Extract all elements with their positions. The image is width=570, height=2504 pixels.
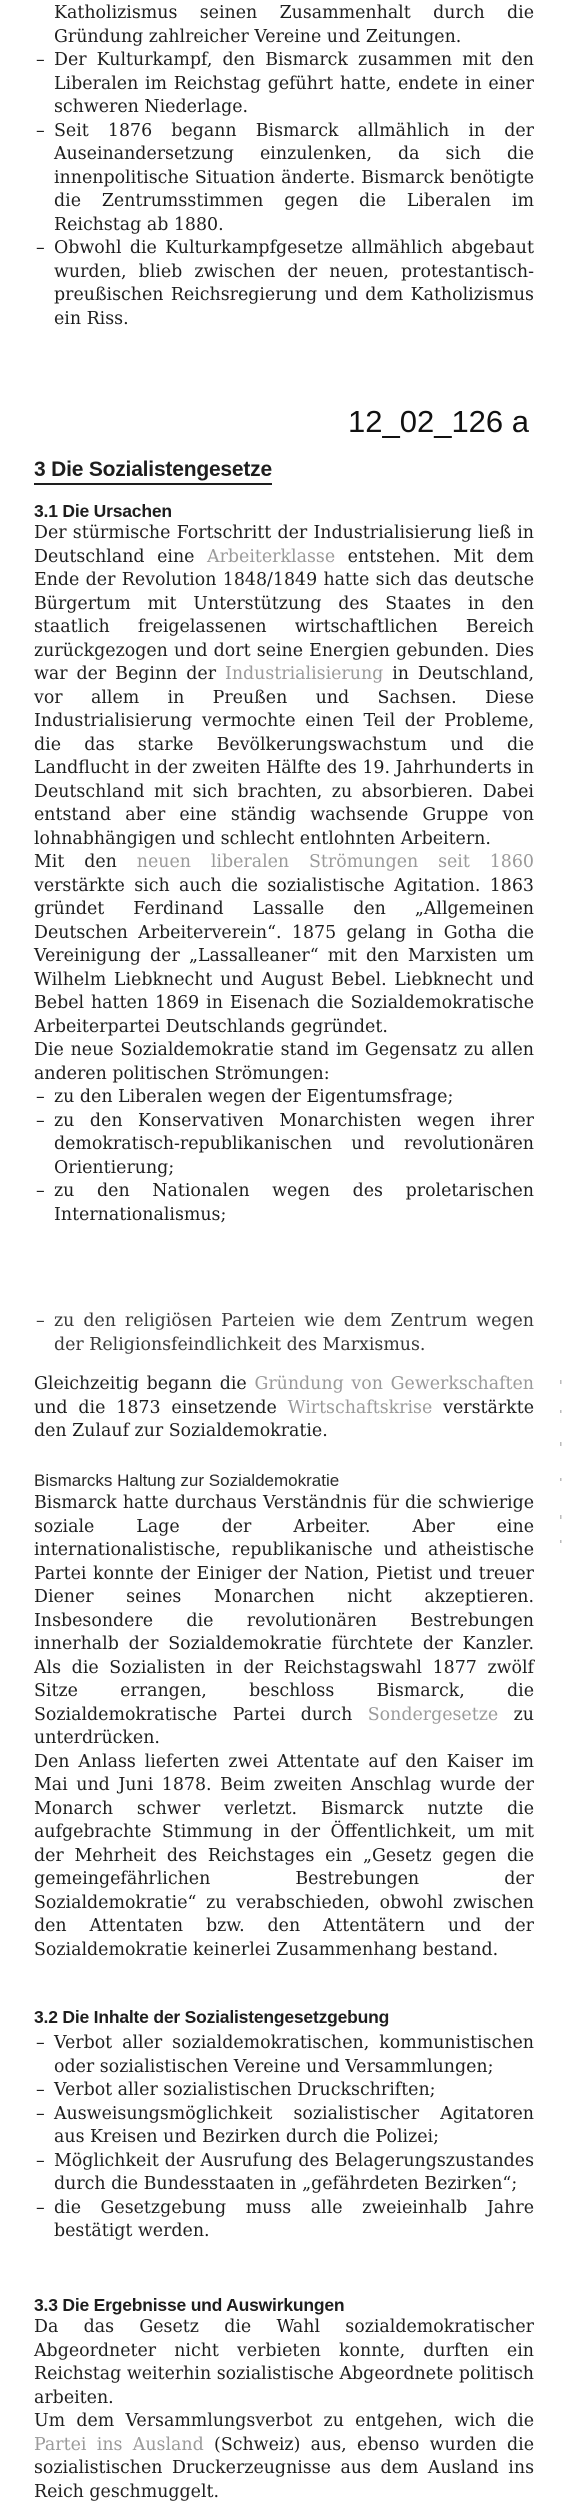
paragraph: Die neue Sozialdemokratie stand im Gegensatz zu allen anderen politischen Strömungen:: [34, 1040, 534, 1084]
list-item: – zu den religiösen Parteien wie dem Zentrum wegen der Religionsfeindlichkeit des Marxismus.: [34, 1310, 534, 1357]
paragraph: Gleichzeitig begann die Gründung von Gewerkschaften und die 1873 einsetzende Wirtschaftskrise verstärkte den Zulauf zur Sozialdemokratie.: [34, 1374, 535, 1441]
subsection-title: 3.1 Die Ursachen: [34, 501, 172, 521]
intro-section: [34, 2, 534, 331]
law-contents-list: [34, 2032, 534, 2244]
list-item: – Verbot aller sozialdemokratischen, kommunistischen oder sozialistischen Vereine und Versammlungen;: [34, 2032, 534, 2079]
paragraph: Da das Gesetz die Wahl sozialdemokratischer Abgeordneter nicht verbieten konnte, durften ein Reichstag weiterhin sozialistische Abgeordnete politisch arbeiten.: [34, 2317, 534, 2408]
subsection-title: 3.2 Die Inhalte der Sozialistengesetzgebung: [34, 2007, 390, 2027]
opposition-list: [34, 1086, 534, 1227]
subheading: Bismarcks Haltung zur Sozialdemokratie: [34, 1471, 340, 1490]
list-item: – zu den Liberalen wegen der Eigentumsfrage;: [34, 1086, 534, 1110]
list-item: – Der Kulturkampf, den Bismarck zusammen mit den Liberalen im Reichstag geführt hatte, endete in einer schweren Niederlage.: [34, 49, 534, 120]
paragraph: Mit den neuen liberalen Strömungen seit 1860 verstärkte sich auch die sozialistische Agitation. 1863 gründet Ferdinand Lassalle den „Allgemeinen Deutschen Arbeiterverein“. 1875 gelang in Gotha die Vereinigung der „Lassalleaner“ mit den Marxisten um Wilhelm Liebknecht und August Bebel. Liebknecht und Bebel hatten 1869 in Eisenach die Sozialdemokratische Arbeiterpartei Deutschlands gegründet.: [34, 852, 534, 1037]
list-item: – zu den Nationalen wegen des proletarischen Internationalismus;: [34, 1180, 534, 1227]
paragraph: Den Anlass lieferten zwei Attentate auf den Kaiser im Mai und Juni 1878. Beim zweiten Anschlag wurde der Monarch schwer verletzt. Bismarck nutzte die aufgebrachte Stimmung in der Öffentlichkeit, um mit der Mehrheit des Reichstages ein „Gesetz gegen die gemeingefährlichen Bestrebungen der Sozialdemokratie“ zu verabschieden, obwohl zwischen den Attentaten bzw. den Attentätern und der Sozialdemokratie keinerlei Zusammenhang bestand.: [34, 1751, 534, 1960]
list-item: – Verbot aller sozialistischen Druckschriften;: [34, 2079, 534, 2103]
list-item: – zu den Konservativen Monarchisten wegen ihrer demokratisch-republikanischen und revolutionären Orientierung;: [34, 1110, 534, 1181]
intro-bullet-list: [34, 2, 534, 331]
section-3-1-continued: [34, 1310, 534, 1444]
list-item: – Möglichkeit der Ausrufung des Belagerungszustandes durch die Bundesstaaten in „gefährdeten Bezirken“;: [34, 2150, 534, 2197]
paragraph: Der stürmische Fortschritt der Industrialisierung ließ in Deutschland eine Arbeiterklasse entstehen. Mit dem Ende der Revolution 1848/1849 hatte sich das deutsche Bürgertum mit Unterstützung des Staates in den staatlich freigelassenen wirtschaftlichen Bereich zurückgezogen und dort seine Energien gebunden. Dies war der Beginn der Industrialisierung in Deutschland, vor allem in Preußen und Sachsen. Diese Industrialisierung vermochte einen Teil der Probleme, die das starke Bevölkerungswachstum und die Landflucht in der zweiten Hälfte des 19. Jahrhunderts in Deutschland mit sich brachten, zu absorbieren. Dabei entstand aber eine ständig wachsende Gruppe von lohnabhängigen und schlecht entlohnten Arbeitern.: [34, 523, 535, 849]
document-code: 12_02_126 a: [348, 404, 530, 439]
section-3-1: [34, 500, 534, 1227]
section-3-3: [34, 2294, 534, 2504]
list-item: – Seit 1876 begann Bismarck allmählich in der Auseinandersetzung einzulenken, da sich die innenpolitische Situation änderte. Bismarck benötigte die Zentrumsstimmen gegen die Liberalen im Reichstag ab 1880.: [34, 120, 534, 238]
list-item: – Obwohl die Kulturkampfgesetze allmählich abgebaut wurden, blieb zwischen der neuen, protestantisch-preußischen Reichsregierung und dem Katholizismus ein Riss.: [34, 237, 534, 331]
opposition-list-continued: [34, 1310, 534, 1357]
scan-specks: [558, 1380, 564, 1550]
list-item: – die Gesetzgebung muss alle zweieinhalb Jahre bestätigt werden.: [34, 2197, 534, 2244]
section-title: 3 Die Sozialistengesetze: [34, 458, 272, 485]
paragraph: Um dem Versammlungsverbot zu entgehen, wich die Partei ins Ausland (Schweiz) aus, ebenso wurden die sozialistischen Druckerzeugnisse aus dem Ausland ins Reich geschmuggelt.: [34, 2411, 534, 2502]
bismarck-section: [34, 1470, 534, 1962]
subsection-title: 3.3 Die Ergebnisse und Auswirkungen: [34, 2295, 345, 2315]
section-3-2: [34, 2006, 534, 2244]
paragraph: Bismarck hatte durchaus Verständnis für die schwierige soziale Lage der Arbeiter. Aber eine internationalistische, republikanische und atheistische Partei konnte der Einiger der Nation, Pietist und treuer Diener seines Monarchen nicht akzeptieren. Insbesondere die revolutionären Bestrebungen innerhalb der Sozialdemokratie fürchtete der Kanzler. Als die Sozialisten in der Reichstagswahl 1877 zwölf Sitze errangen, beschloss Bismarck, die Sozialdemokratische Partei durch Sondergesetze zu unterdrücken.: [34, 1493, 534, 1748]
intro-bullet-continuation: Katholizismus seinen Zusammenhalt durch die Gründung zahlreicher Vereine und Zeitungen.: [54, 3, 534, 47]
list-item: – Ausweisungsmöglichkeit sozialistischer Agitatoren aus Kreisen und Bezirken durch die Polizei;: [34, 2103, 534, 2150]
